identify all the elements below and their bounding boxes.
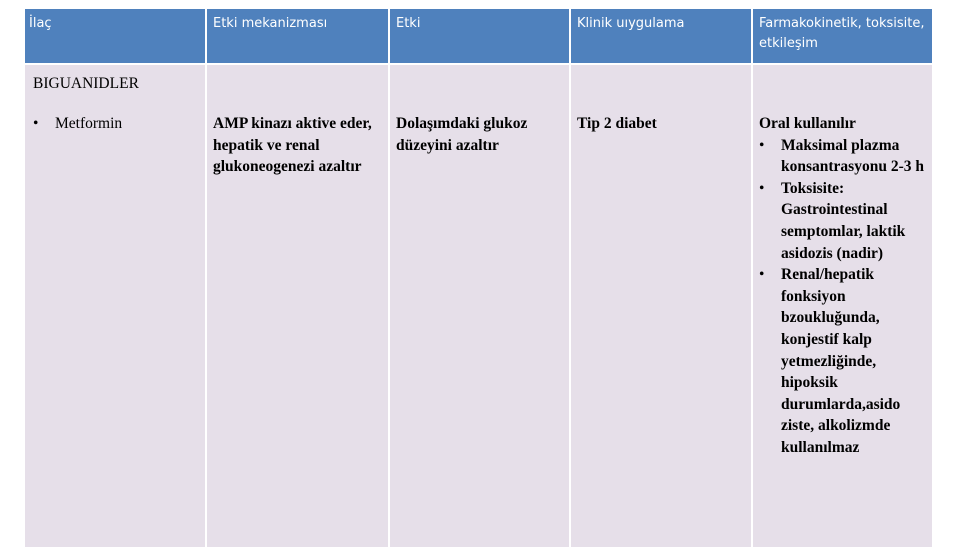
pharmacokinetics-cell [752,64,933,548]
bullet-icon: • [759,266,765,284]
mechanism-cell [206,64,389,548]
list-item [759,135,926,178]
pk-item-text: Toksisite: Gastrointestinal semptomlar, laktik asidozis (nadir) [781,179,906,262]
list-item [759,178,926,264]
bullet-icon: • [33,115,39,132]
clinical-use-cell [570,64,752,548]
header-effect: Etki [389,8,570,64]
drug-table [23,7,934,549]
pk-item-text: Renal/hepatik fonksiyon bzoukluğunda, konjestif kalp yetmezliğinde, hipoksik durumlarda,asido ziste, alkolizmde kullanılmaz [781,266,901,456]
table-header-row [24,8,933,64]
section-title: BIGUANIDLER [33,75,139,92]
bullet-icon: • [759,136,765,154]
pk-heading: Oral kullanılır [759,115,856,132]
drug-cell [24,64,206,548]
pk-list [759,135,926,459]
header-pharmacokinetics: Farmakokinetik, toksisite, etkileşim [752,8,933,64]
bullet-icon: • [759,179,765,197]
table-row [24,64,933,548]
drug-list-item [33,113,122,135]
mechanism-text: AMP kinazı aktive eder, hepatik ve renal glukoneogenezi azaltır [213,115,372,176]
effect-cell [389,64,570,548]
header-mechanism: Etki mekanizması [206,8,389,64]
header-clinical-use: Klinik uıygulama [570,8,752,64]
list-item [759,264,926,458]
pk-item-text: Maksimal plazma konsantrasyonu 2-3 h [781,136,924,176]
drug-name: Metformin [55,115,123,132]
header-drug: İlaç [24,8,206,64]
effect-text: Dolaşımdaki glukoz düzeyini azaltır [396,115,528,154]
clinical-use-text: Tip 2 diabet [577,115,657,132]
